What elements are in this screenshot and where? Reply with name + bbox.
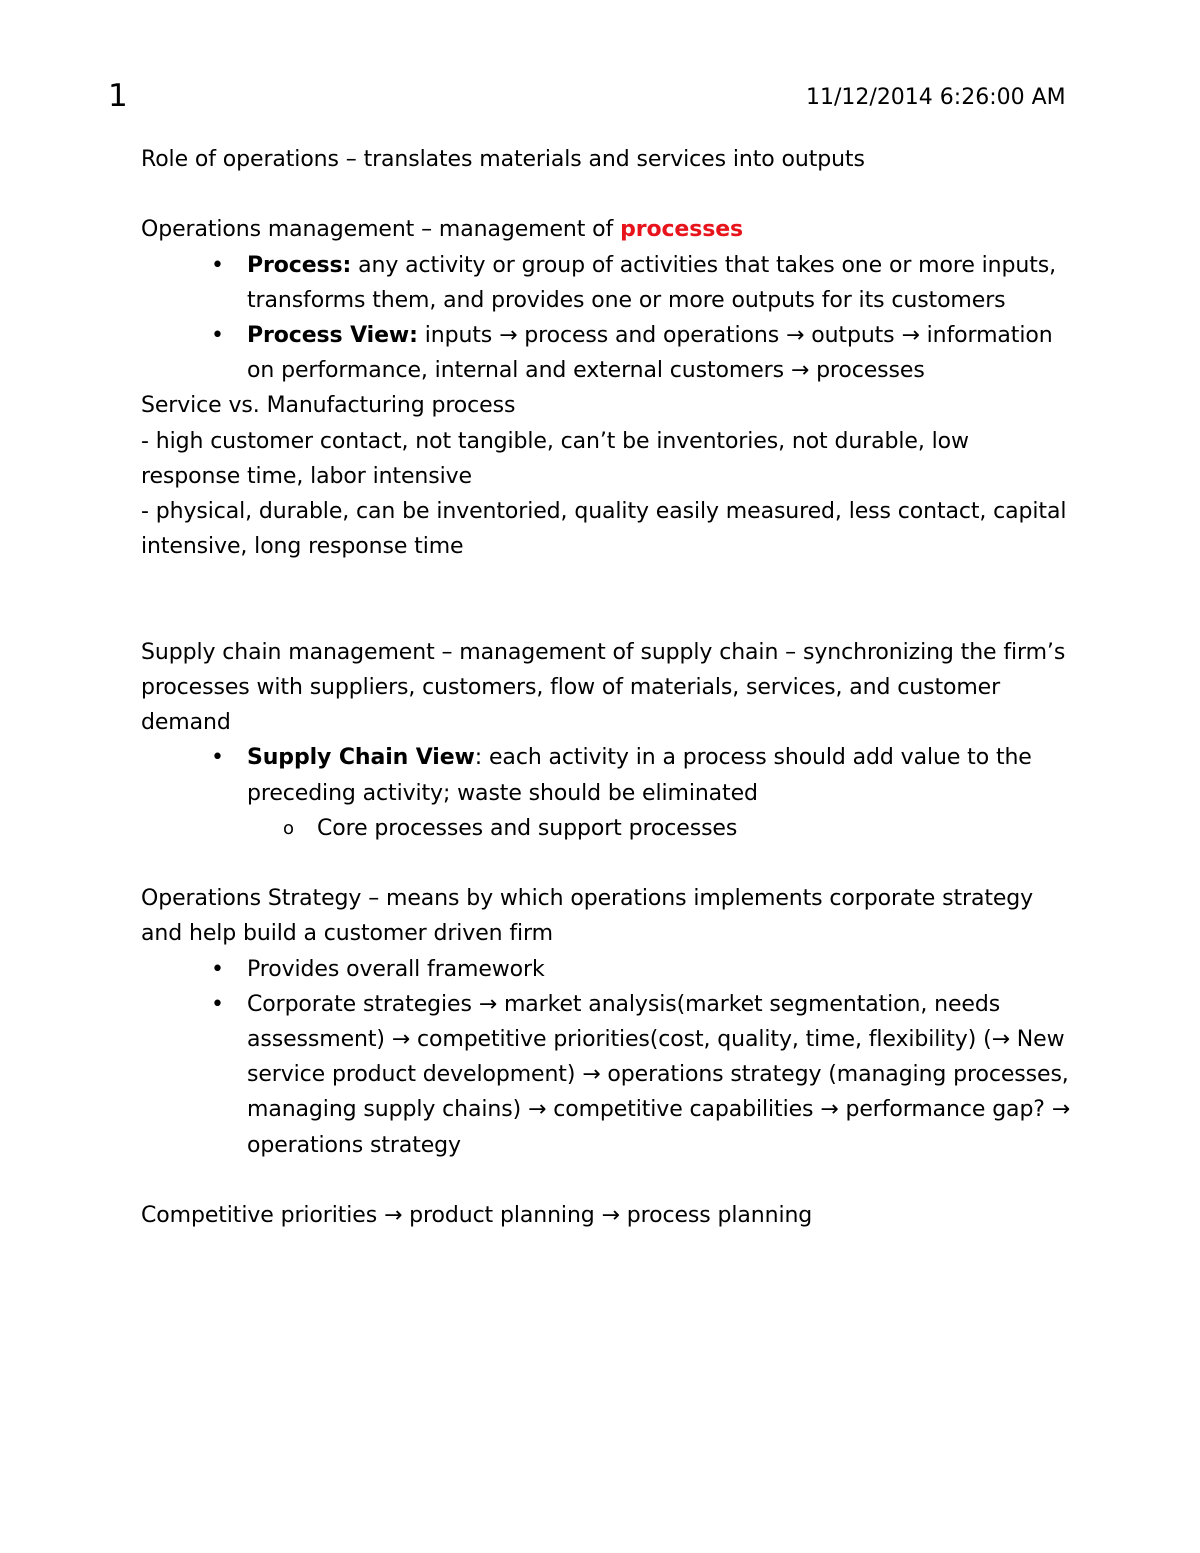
supply-chain-management: Supply chain management – management of supply chain – synchronizing the firm’s processes with suppliers, customers, flow of materials, services, and customer demand <box>141 639 1066 736</box>
corporate-strategies-bullet: • Corporate strategies → market analysis(market segmentation, needs assessment) → competitive priorities(cost, quality, time, flexibility) (→ New service product development) → operations strategy (managing processes, managing supply chains) → competitive capabilities → performance gap? → operations strategy <box>141 987 1071 1163</box>
process-view-definition: inputs → process and operations → outputs → information on performance, internal and external customers → processes <box>247 323 1053 384</box>
service-vs-manufacturing-heading: Service vs. Manufacturing process <box>141 393 516 419</box>
role-of-operations: Role of operations – translates materials and services into outputs <box>141 147 865 172</box>
process-term: Process: <box>247 252 352 278</box>
operations-strategy: Operations Strategy – means by which operations implements corporate strategy and help build a customer driven firm <box>141 886 1034 947</box>
page-datetime: 11/12/2014 6:26:00 AM <box>806 85 1066 110</box>
supply-chain-view-term: Supply Chain View <box>247 745 475 771</box>
process-bullet <box>141 248 1071 318</box>
supply-chain-view-definition: : each activity in a process should add value to the preceding activity; waste should be eliminated <box>247 745 1032 806</box>
service-characteristics: - high customer contact, not tangible, can’t be inventories, not durable, low response time, labor intensive <box>141 428 969 489</box>
operations-management-list <box>141 248 1071 389</box>
operations-management <box>141 212 1071 247</box>
process-definition: any activity or group of activities that takes one or more inputs, transforms them, and provides one or more outputs for its customers <box>247 252 1057 313</box>
processes-highlight: processes <box>620 217 744 243</box>
framework-bullet: • Provides overall framework <box>141 952 1071 987</box>
supply-chain-view-bullet <box>141 740 1071 810</box>
process-view-bullet <box>141 318 1071 388</box>
operations-management-lead: Operations management – management of <box>141 217 621 243</box>
process-view-term: Process View: <box>247 323 418 348</box>
core-processes-subbullet: o Core processes and support processes <box>141 811 1071 846</box>
document-body <box>141 142 1071 1233</box>
operations-strategy-list <box>141 952 1071 1163</box>
page-number: 1 <box>108 78 128 114</box>
competitive-priorities: Competitive priorities → product planning → process planning <box>141 1203 813 1229</box>
manufacturing-characteristics: - physical, durable, can be inventoried, quality easily measured, less contact, capital intensive, long response time <box>141 499 1067 560</box>
supply-chain-list <box>141 740 1071 846</box>
